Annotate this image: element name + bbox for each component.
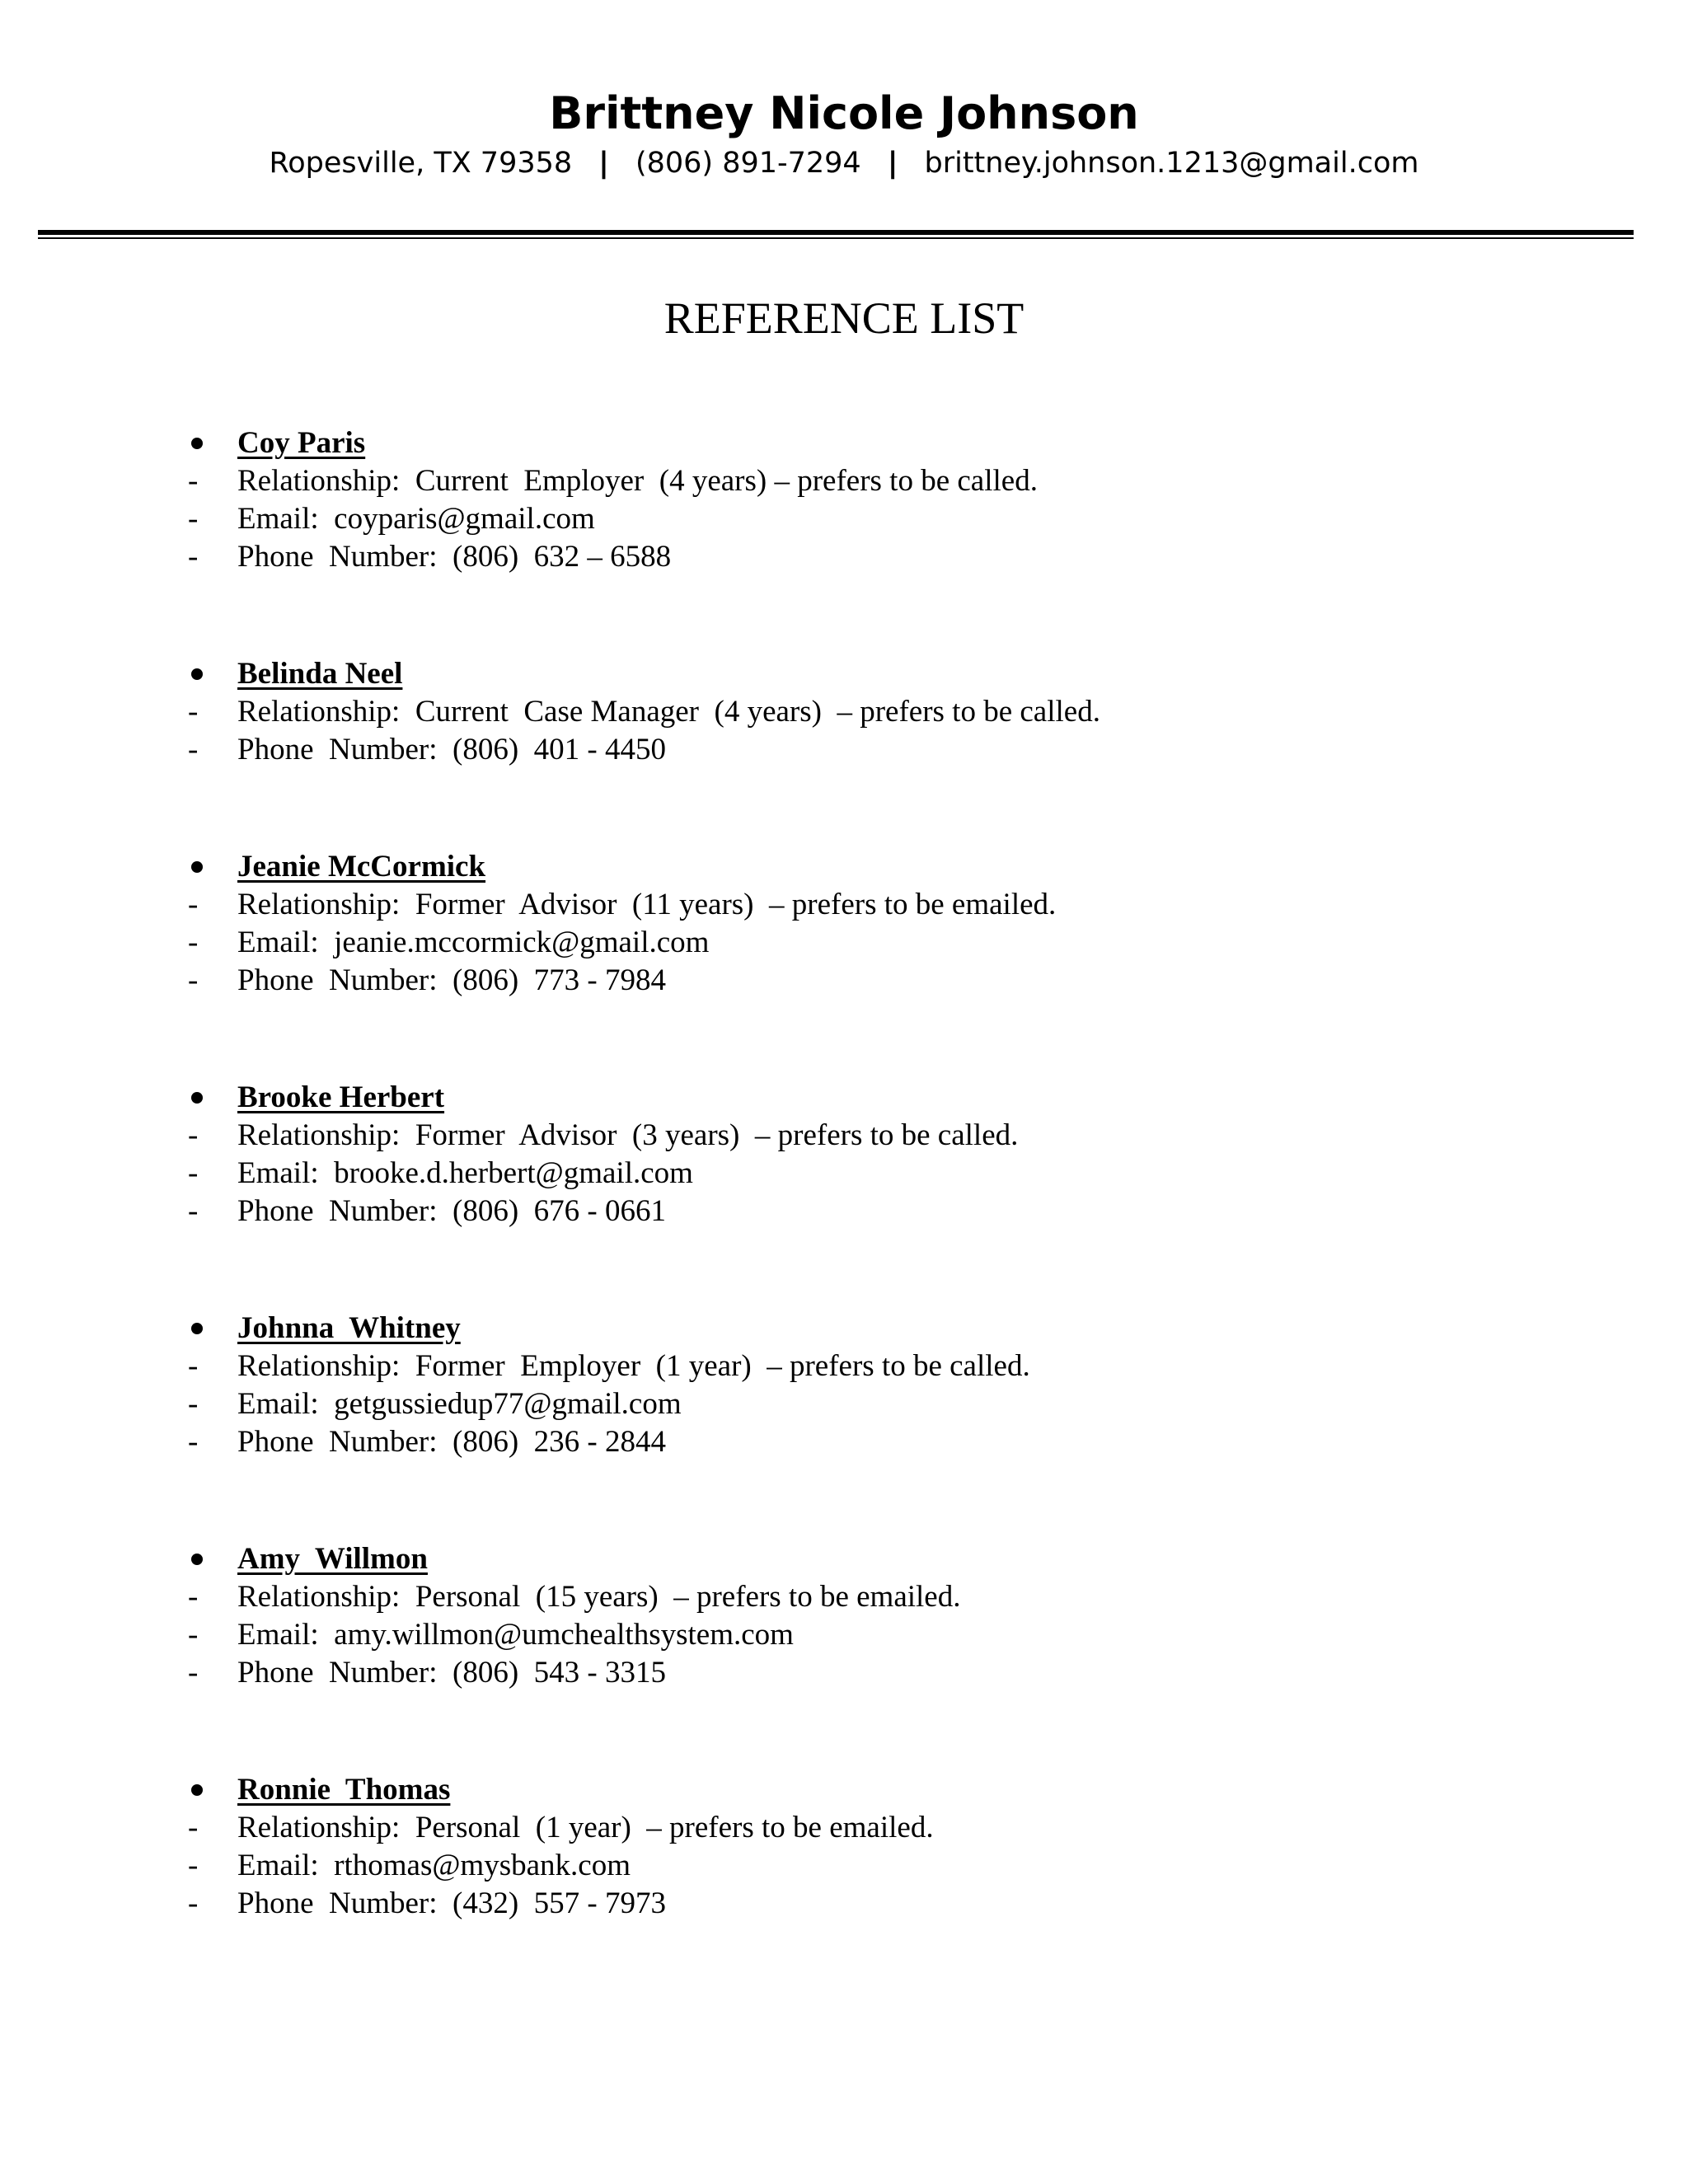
email-line — [0, 1847, 1688, 1885]
reference-name: Jeanie McCormick — [237, 850, 486, 883]
dash-marker: - — [188, 464, 199, 498]
phone-text: Phone Number: (806) 773 - 7984 — [237, 963, 666, 997]
dash-marker: - — [188, 1118, 199, 1152]
bullet-icon — [191, 668, 203, 680]
relationship-line — [0, 1809, 1688, 1847]
dash-marker: - — [188, 1194, 199, 1228]
phone-line — [0, 731, 1688, 769]
email-text: Email: coyparis@gmail.com — [237, 502, 595, 536]
email-line — [0, 1385, 1688, 1423]
bullet-icon — [191, 861, 203, 873]
reference-name: Ronnie Thomas — [237, 1773, 451, 1807]
phone-line — [0, 1423, 1688, 1461]
dash-marker: - — [188, 963, 199, 997]
document-title: REFERENCE LIST — [663, 293, 1025, 343]
reference-name: Belinda Neel — [237, 657, 403, 691]
header-divider-thick — [38, 230, 1634, 235]
dash-marker: - — [188, 540, 199, 574]
phone-line — [0, 1885, 1688, 1923]
dash-marker: - — [188, 1156, 199, 1190]
reference-item — [0, 1540, 1688, 1692]
reference-item — [0, 424, 1688, 576]
reference-item — [0, 655, 1688, 769]
reference-item — [0, 1310, 1688, 1461]
phone-line — [0, 962, 1688, 1000]
email-text: Email: jeanie.mccormick@gmail.com — [237, 926, 710, 959]
phone-line — [0, 1654, 1688, 1692]
location-text: Ropesville, TX 79358 — [269, 147, 573, 180]
phone-text: Phone Number: (806) 632 – 6588 — [237, 540, 672, 574]
relationship-line — [0, 1347, 1688, 1385]
email-line — [0, 500, 1688, 538]
separator: | — [598, 147, 609, 180]
phone-text: (806) 891-7294 — [635, 147, 861, 180]
reference-name-line — [0, 1771, 1688, 1809]
phone-text: Phone Number: (806) 676 - 0661 — [237, 1194, 666, 1228]
dash-marker: - — [188, 733, 199, 766]
dash-marker: - — [188, 1811, 199, 1844]
dash-marker: - — [188, 1387, 199, 1421]
reference-item — [0, 1771, 1688, 1923]
dash-marker: - — [188, 695, 199, 729]
reference-name-line — [0, 1540, 1688, 1578]
contact-line — [0, 147, 1688, 180]
reference-item — [0, 1079, 1688, 1230]
relationship-text: Relationship: Current Case Manager (4 years) – prefers to be called. — [237, 695, 1100, 729]
phone-text: Phone Number: (806) 236 - 2844 — [237, 1425, 666, 1459]
email-line — [0, 1616, 1688, 1654]
email-line — [0, 924, 1688, 962]
phone-text: Phone Number: (806) 401 - 4450 — [237, 733, 666, 766]
phone-line — [0, 1193, 1688, 1230]
applicant-name: Brittney Nicole Johnson — [549, 87, 1139, 139]
relationship-text: Relationship: Former Advisor (3 years) – prefers to be called. — [237, 1118, 1019, 1152]
bullet-icon — [191, 1784, 203, 1796]
relationship-text: Relationship: Personal (15 years) – prefers to be emailed. — [237, 1580, 961, 1614]
email-text: Email: brooke.d.herbert@gmail.com — [237, 1156, 693, 1190]
bullet-icon — [191, 438, 203, 449]
reference-name: Amy Willmon — [237, 1542, 428, 1576]
relationship-line — [0, 886, 1688, 924]
email-line — [0, 1155, 1688, 1193]
separator: | — [887, 147, 898, 180]
dash-marker: - — [188, 1656, 199, 1690]
dash-marker: - — [188, 1425, 199, 1459]
reference-name: Coy Paris — [237, 426, 366, 460]
dash-marker: - — [188, 1580, 199, 1614]
reference-name: Brooke Herbert — [237, 1080, 445, 1114]
header-divider-thin — [38, 237, 1634, 239]
relationship-text: Relationship: Personal (1 year) – prefers to be emailed. — [237, 1811, 934, 1844]
reference-name-line — [0, 848, 1688, 886]
email-text: Email: rthomas@mysbank.com — [237, 1849, 631, 1882]
dash-marker: - — [188, 888, 199, 921]
bullet-icon — [191, 1554, 203, 1565]
bullet-icon — [191, 1323, 203, 1334]
dash-marker: - — [188, 1618, 199, 1652]
relationship-line — [0, 462, 1688, 500]
relationship-line — [0, 1117, 1688, 1155]
dash-marker: - — [188, 1849, 199, 1882]
relationship-text: Relationship: Former Advisor (11 years) – prefers to be emailed. — [237, 888, 1057, 921]
relationship-line — [0, 1578, 1688, 1616]
reference-name-line — [0, 655, 1688, 693]
dash-marker: - — [188, 1349, 199, 1383]
dash-marker: - — [188, 1886, 199, 1920]
phone-line — [0, 538, 1688, 576]
bullet-icon — [191, 1092, 203, 1104]
email-text: brittney.johnson.1213@gmail.com — [924, 147, 1419, 180]
reference-name-line — [0, 1310, 1688, 1347]
email-text: Email: getgussiedup77@gmail.com — [237, 1387, 682, 1421]
reference-name-line — [0, 1079, 1688, 1117]
phone-text: Phone Number: (806) 543 - 3315 — [237, 1656, 666, 1690]
dash-marker: - — [188, 926, 199, 959]
dash-marker: - — [188, 502, 199, 536]
relationship-text: Relationship: Former Employer (1 year) – prefers to be called. — [237, 1349, 1030, 1383]
reference-name: Johnna Whitney — [237, 1311, 461, 1345]
relationship-text: Relationship: Current Employer (4 years) – prefers to be called. — [237, 464, 1038, 498]
email-text: Email: amy.willmon@umchealthsystem.com — [237, 1618, 794, 1652]
reference-name-line — [0, 424, 1688, 462]
relationship-line — [0, 693, 1688, 731]
phone-text: Phone Number: (432) 557 - 7973 — [237, 1886, 666, 1920]
reference-item — [0, 848, 1688, 1000]
